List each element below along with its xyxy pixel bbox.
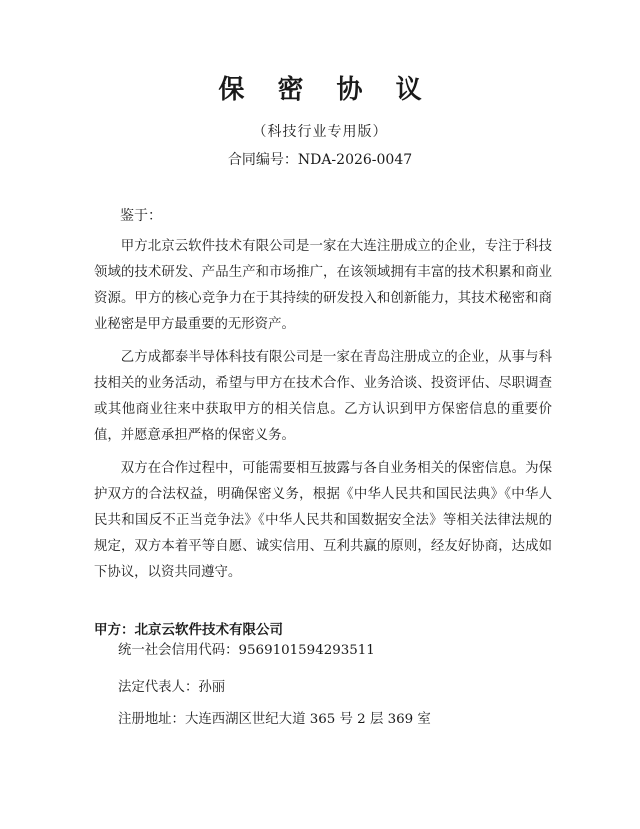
party-a-heading: 甲方：北京云软件技术有限公司 (94, 622, 283, 638)
party-a-credit-code: 统一社会信用代码：9569101594293511 (118, 643, 375, 658)
paragraph-party-a-intro: 甲方北京云软件技术有限公司是一家在大连注册成立的企业，专注于科技领域的技术研发、产品生产和市场推广，在该领域拥有丰富的技术积累和商业资源。甲方的核心竞争力在于其持续的研发投入和创新能力，其技术秘密和商业秘密是甲方最重要的无形资产。 (94, 239, 552, 332)
document-title: 保 密 协 议 (218, 75, 434, 105)
paragraph-party-b-intro: 乙方成都泰半导体科技有限公司是一家在青岛注册成立的企业，从事与科技相关的业务活动，希望与甲方在技术合作、业务洽谈、投资评估、尽职调查或其他商业往来中获取甲方的相关信息。乙方认识到甲方保密信息的重要价值，并愿意承担严格的保密义务。 (94, 350, 552, 443)
contract-number: 合同编号：NDA-2026-0047 (227, 152, 413, 168)
party-a-address: 注册地址：大连西湖区世纪大道 365 号 2 层 369 室 (118, 712, 431, 727)
document-subtitle: （科技行业专用版） (252, 124, 388, 140)
whereas-label: 鉴于： (120, 208, 162, 224)
paragraph-purpose: 双方在合作过程中，可能需要相互披露与各自业务相关的保密信息。为保护双方的合法权益，明确保密义务，根据《中华人民共和国民法典》《中华人民共和国反不正当竞争法》《中华人民共和国数据安全法》等相关法律法规的规定，双方本着平等自愿、诚实信用、互利共赢的原则，经友好协商，达成如下协议，以资共同遵守。 (94, 461, 552, 580)
party-a-legal-representative: 法定代表人：孙丽 (118, 680, 226, 695)
